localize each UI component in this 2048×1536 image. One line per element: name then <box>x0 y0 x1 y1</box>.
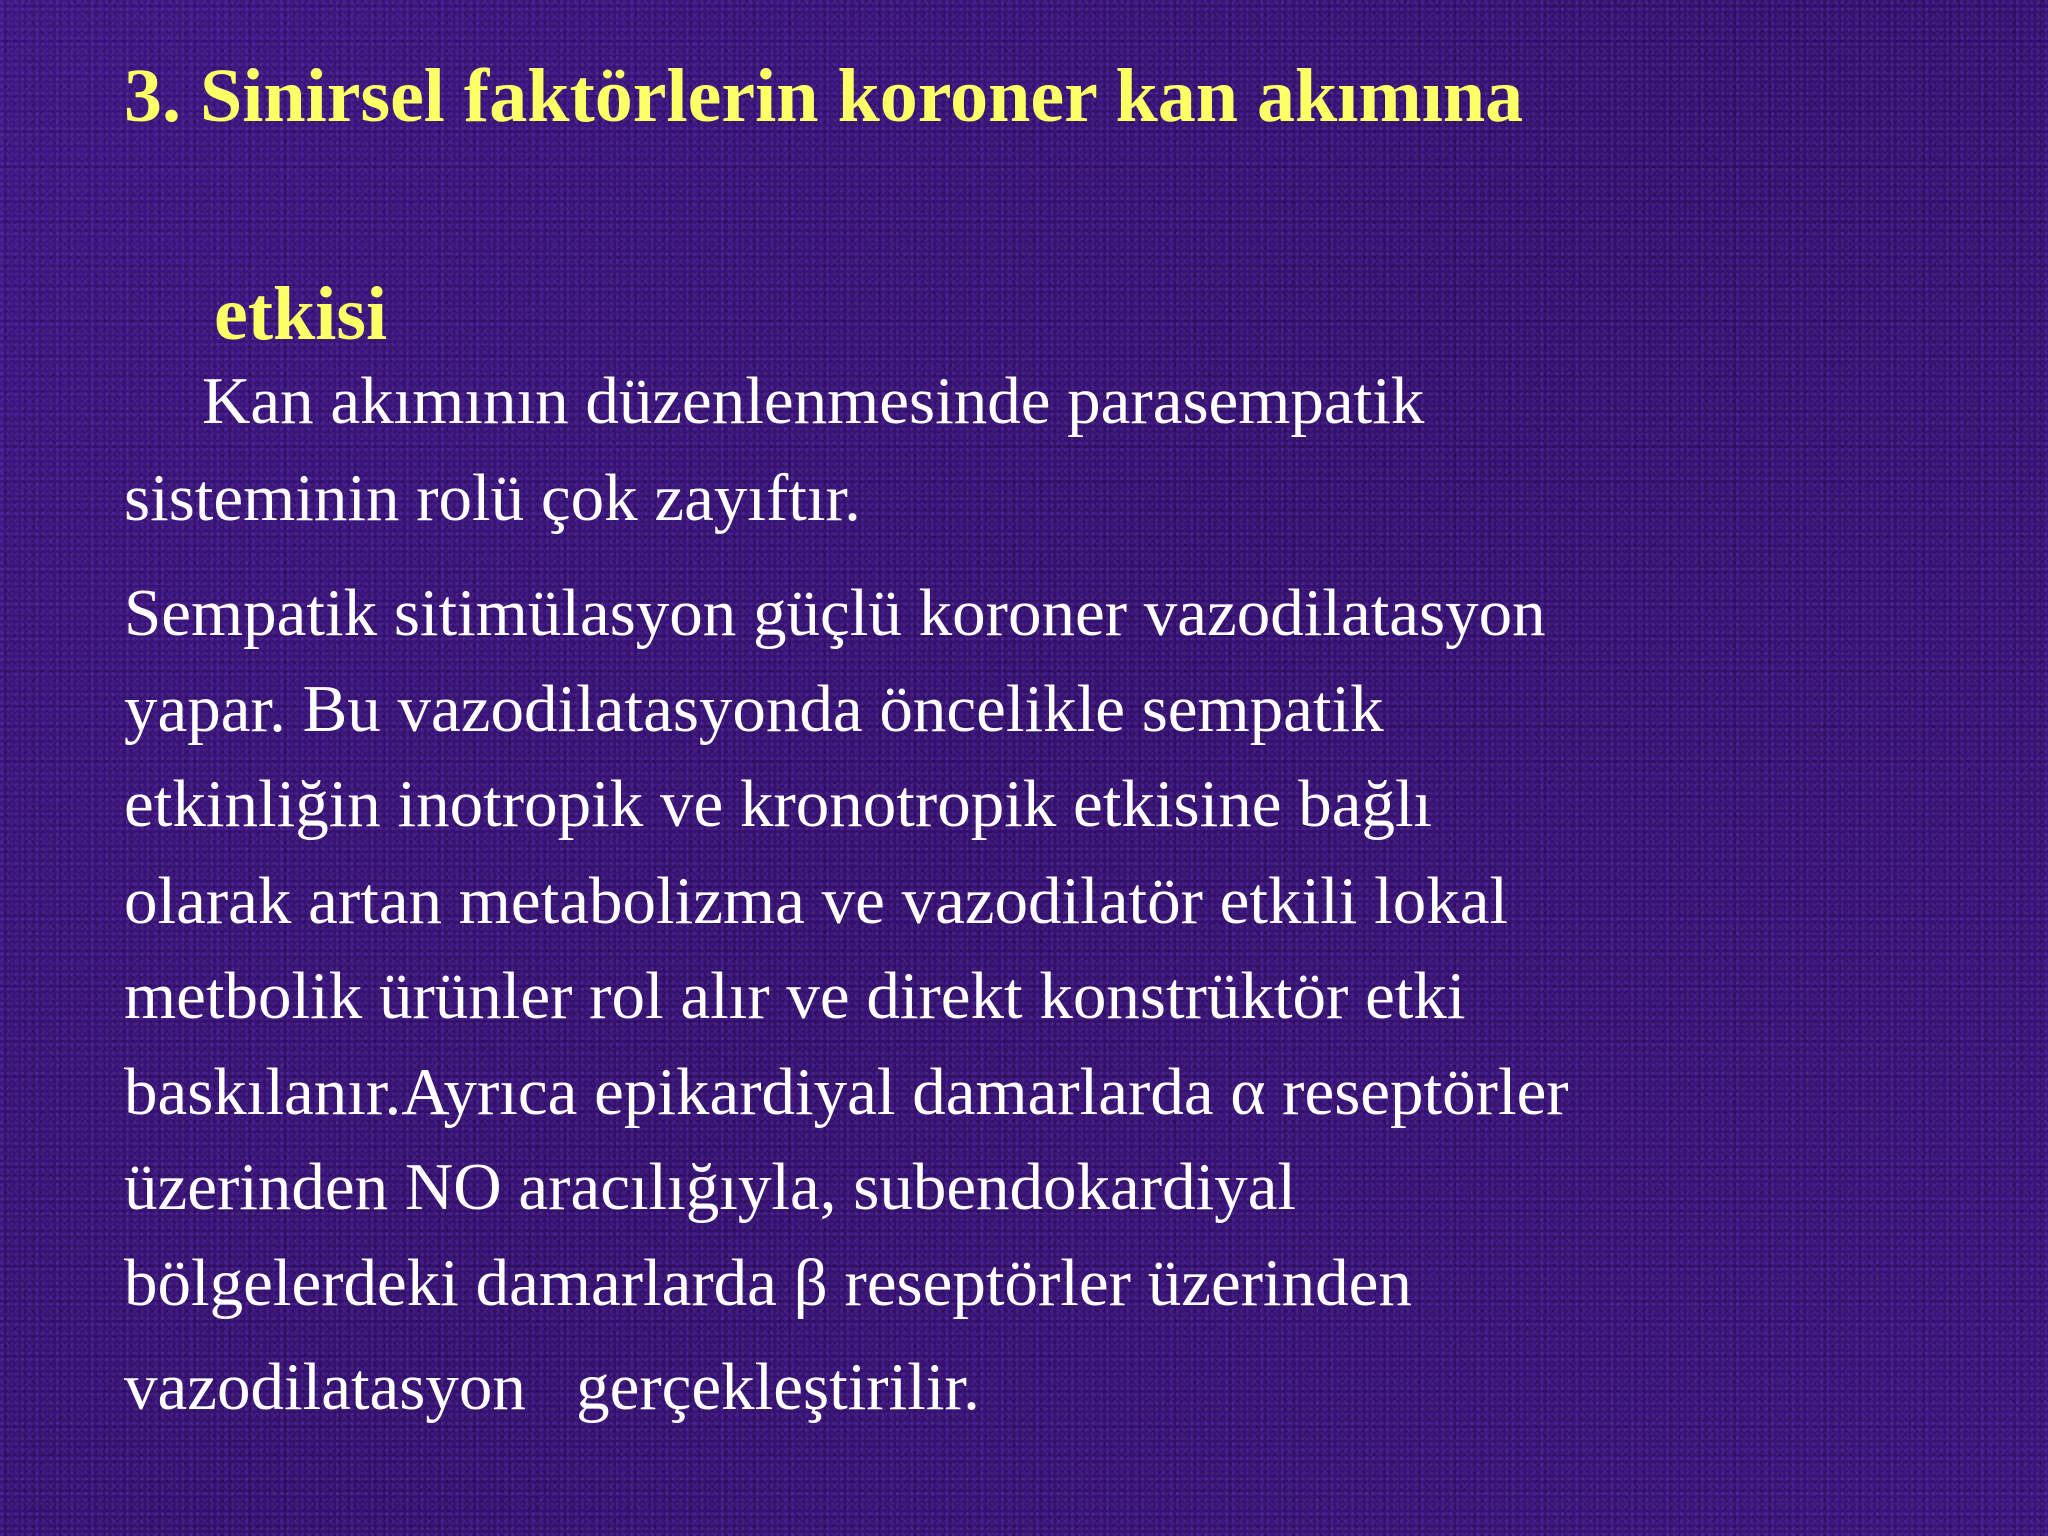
paragraph-line: Kan akımının düzenlenmesinde parasempatik <box>202 364 1425 438</box>
paragraph-line: Sempatik sitimülasyon güçlü koroner vazodilatasyon <box>124 576 1546 650</box>
slide-title-line-1: 3. Sinirsel faktörlerin koroner kan akımına <box>124 54 1524 138</box>
paragraph-line: metbolik ürünler rol alır ve direkt konstrüktör etki <box>124 959 1466 1033</box>
paragraph-line: etkinliğin inotropik ve kronotropik etkisine bağlı <box>124 767 1433 841</box>
slide-title-line-2: etkisi <box>214 272 388 356</box>
paragraph-line: üzerinden NO aracılığıyla, subendokardiyal <box>124 1150 1297 1224</box>
paragraph-line: sisteminin rolü çok zayıftır. <box>124 461 861 535</box>
paragraph-line: olarak artan metabolizma ve vazodilatör etkili lokal <box>124 864 1509 938</box>
paragraph-line: yapar. Bu vazodilatasyonda öncelikle sempatik <box>124 672 1384 746</box>
paragraph-line: bölgelerdeki damarlarda β reseptörler üzerinden <box>124 1246 1412 1320</box>
paragraph-line: vazodilatasyon gerçekleştirilir. <box>124 1350 980 1424</box>
paragraph-line: baskılanır.Ayrıca epikardiyal damarlarda α reseptörler <box>124 1055 1569 1129</box>
